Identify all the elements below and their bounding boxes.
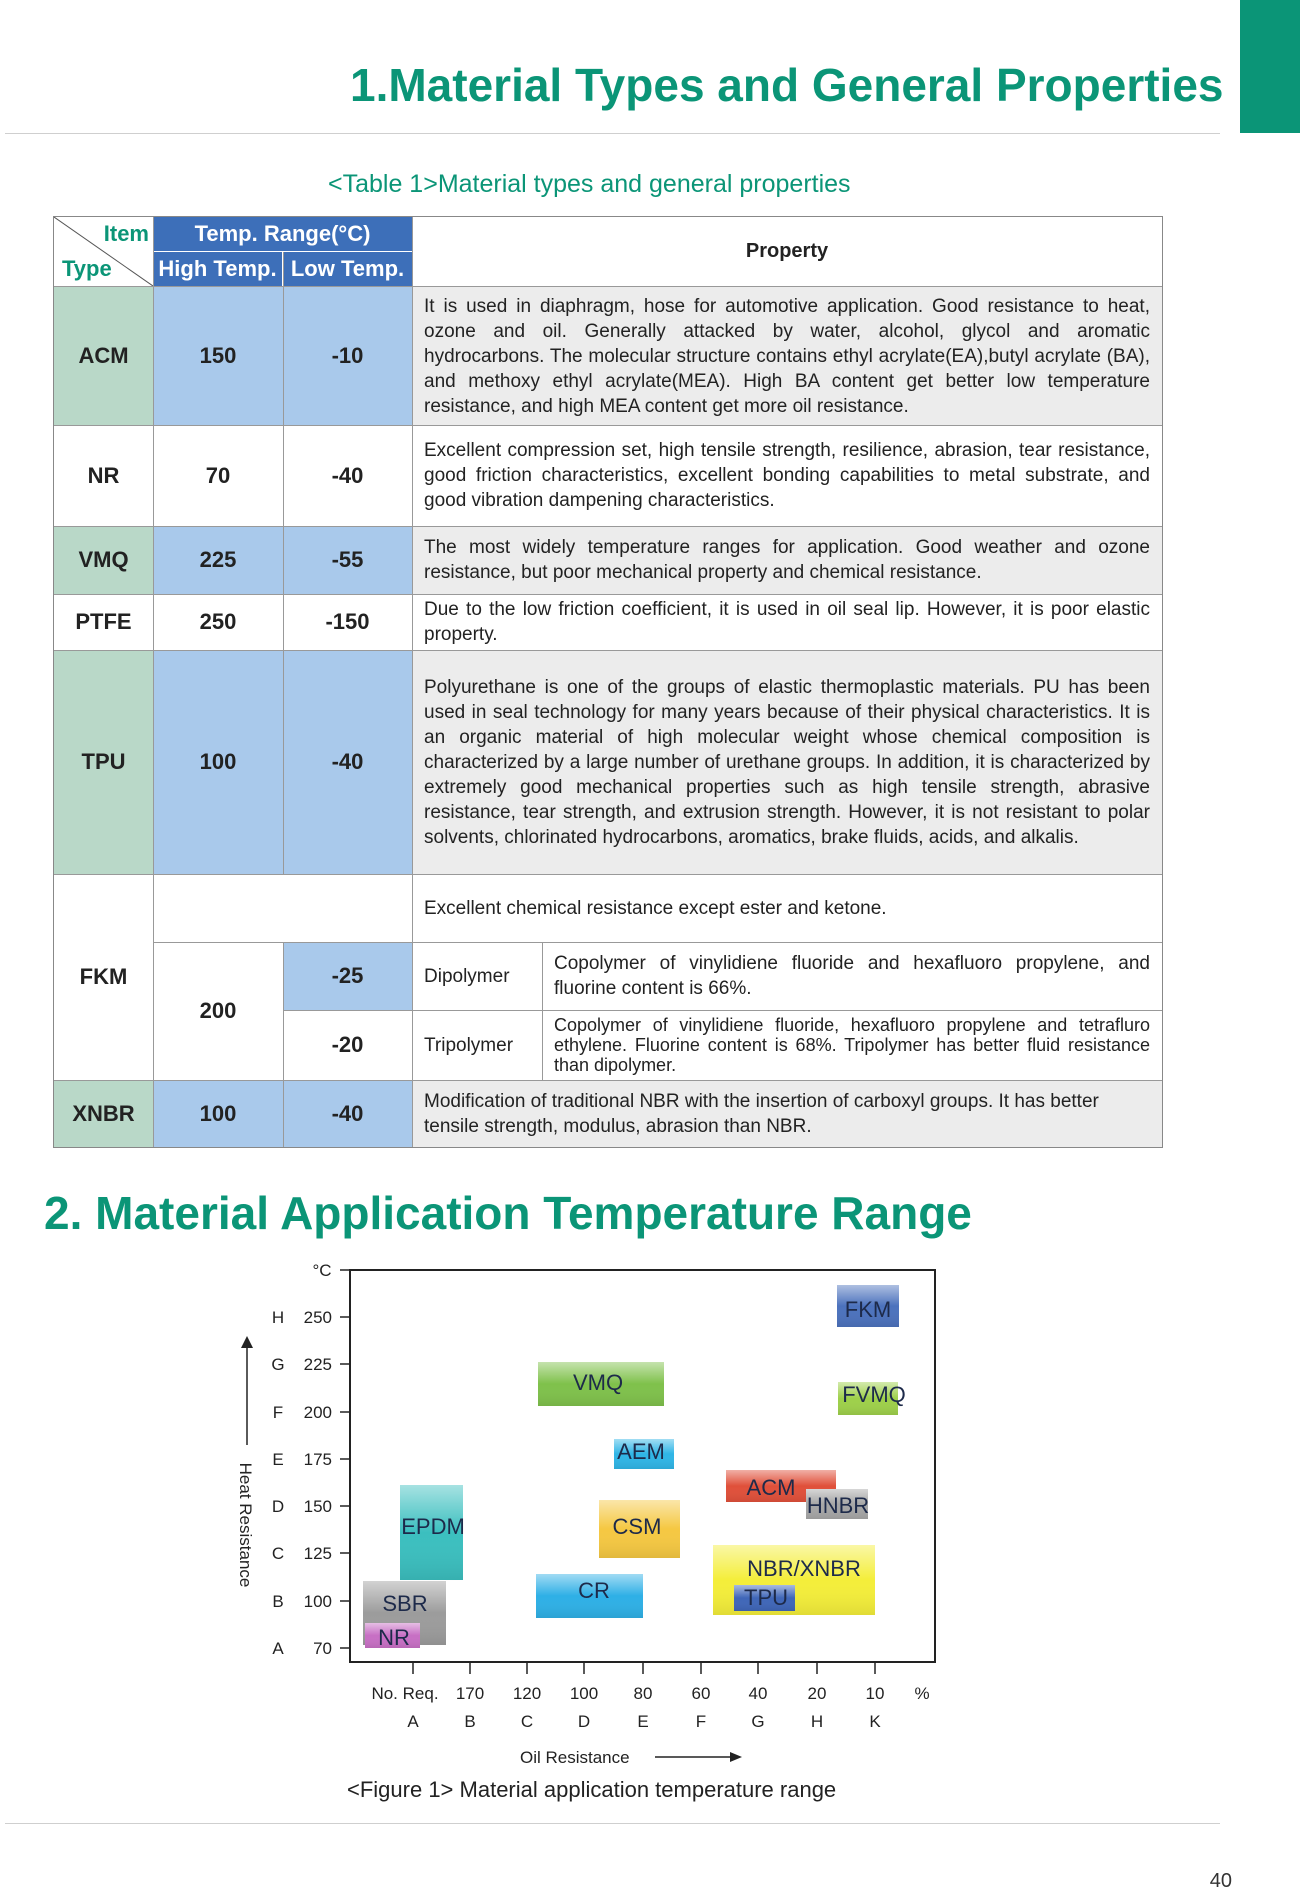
- x-grade-label: F: [695, 1712, 707, 1731]
- range-label-nr: NR: [378, 1625, 410, 1650]
- y-tick-label: 175: [303, 1450, 332, 1469]
- y-grade-label: G: [271, 1355, 285, 1374]
- x-tick-label: 80: [633, 1684, 653, 1703]
- row-high-tpu: 100: [153, 650, 283, 874]
- row-property-vmq: The most widely temperature ranges for application. Good weather and ozone resistance, but poor mechanical property and chemical resistance.: [412, 526, 1162, 594]
- range-label-tpu: TPU: [744, 1585, 788, 1610]
- figure-caption: <Figure 1> Material application temperature range: [347, 1777, 837, 1802]
- y-grade-label: D: [271, 1497, 285, 1516]
- temperature-range-chart: [0, 1240, 1300, 1860]
- x-tick-label: 60: [691, 1684, 711, 1703]
- fkm-dipolymer-text: Copolymer of vinylidiene fluoride and hexafluoro propylene, and fluorine content is 66%.: [554, 953, 1150, 999]
- y-tick-label: 200: [303, 1403, 332, 1422]
- x-axis-label: Oil Resistance: [520, 1748, 630, 1767]
- row-property-acm: It is used in diaphragm, hose for automotive application. Good resistance to heat, ozone and oil. Generally attacked by water, alcohol, glycol and aromatic hydrocarbons. The molecular structure contains ethyl acrylate(EA),butyl acrylate (BA), and methoxy ethyl acrylate(MEA). High BA content get better low temperature resistance, and high MEA content get more oil resistance.: [412, 287, 1162, 425]
- x-tick-label: 20: [807, 1684, 827, 1703]
- y-tick-label: 70: [313, 1639, 332, 1658]
- y-grade-label: E: [272, 1450, 284, 1469]
- row-low-xnbr: -40: [283, 1080, 412, 1147]
- divider-bottom: [5, 1823, 1220, 1824]
- row-high-acm: 150: [153, 287, 283, 425]
- y-unit: °C: [312, 1261, 332, 1280]
- row-low-ptfe: -150: [325, 609, 370, 634]
- range-label-hnbr: HNBR: [806, 1493, 870, 1518]
- range-label-cr: CR: [578, 1578, 610, 1603]
- range-label-csm: CSM: [612, 1514, 662, 1539]
- row-low-fkm-dipolymer: -25: [283, 942, 412, 1010]
- header-temp-range: Temp. Range(°C): [153, 217, 412, 251]
- x-grade-label: A: [407, 1712, 419, 1731]
- row-type-fkm: FKM: [79, 964, 128, 989]
- row-low-fkm-tripolymer: -20: [331, 1032, 364, 1057]
- range-label-fvmq: FVMQ: [842, 1382, 906, 1407]
- row-high-fkm: 200: [199, 998, 237, 1023]
- x-axis-arrow-icon: [730, 1752, 742, 1762]
- range-label-acm: ACM: [746, 1475, 796, 1500]
- header-low-temp: Low Temp.: [283, 252, 412, 286]
- range-label-nbr-xnbr: NBR/XNBR: [747, 1556, 861, 1581]
- y-tick-label: 150: [303, 1497, 332, 1516]
- row-high-xnbr: 100: [153, 1080, 283, 1147]
- fkm-dipolymer-label: Dipolymer: [424, 965, 510, 987]
- row-property-xnbr: Modification of traditional NBR with the insertion of carboxyl groups. It has better tensile strength, modulus, abrasion than NBR.: [412, 1080, 1162, 1147]
- y-grade-label: H: [271, 1308, 285, 1327]
- header-item: Item: [103, 221, 149, 246]
- row-low-tpu: -40: [283, 650, 412, 874]
- x-grade-label: C: [520, 1712, 534, 1731]
- row-type-acm: ACM: [54, 287, 153, 425]
- header-property: Property: [745, 240, 829, 262]
- row-property-fkm: Excellent chemical resistance except ester and ketone.: [424, 897, 887, 919]
- range-label-sbr: SBR: [382, 1591, 428, 1616]
- header-type: Type: [62, 256, 112, 281]
- y-axis-arrow-icon: [241, 1336, 253, 1348]
- row-type-ptfe: PTFE: [75, 609, 132, 634]
- y-tick-label: 100: [303, 1592, 332, 1611]
- range-label-epdm: EPDM: [401, 1514, 465, 1539]
- range-label-aem: AEM: [617, 1439, 665, 1464]
- header-item-type-cell: [54, 217, 153, 286]
- x-tick-label: 170: [455, 1684, 485, 1703]
- y-axis-label: Heat Resistance: [236, 1462, 255, 1588]
- x-grade-label: E: [637, 1712, 649, 1731]
- x-grade-label: B: [464, 1712, 476, 1731]
- section-title: 2. Material Application Temperature Range: [44, 1187, 972, 1239]
- y-grade-label: F: [272, 1403, 284, 1422]
- row-high-nr: 70: [205, 462, 231, 488]
- x-grade-label: D: [577, 1712, 591, 1731]
- row-high-ptfe: 250: [199, 609, 237, 634]
- header-high-temp: High Temp.: [153, 252, 282, 286]
- row-type-vmq: VMQ: [54, 526, 153, 594]
- row-low-nr: -40: [331, 462, 364, 488]
- row-type-nr: NR: [87, 462, 120, 488]
- row-low-vmq: -55: [283, 526, 412, 594]
- x-tick-label: 100: [569, 1684, 599, 1703]
- x-tick-label: 10: [865, 1684, 885, 1703]
- x-grade-label: K: [869, 1712, 881, 1731]
- row-low-acm: -10: [283, 287, 412, 425]
- range-label-vmq: VMQ: [572, 1370, 624, 1395]
- row-type-tpu: TPU: [54, 650, 153, 874]
- x-grade-label: G: [751, 1712, 765, 1731]
- x-grade-label: H: [810, 1712, 824, 1731]
- section-tab: [1240, 0, 1300, 133]
- row-type-xnbr: XNBR: [54, 1080, 153, 1147]
- y-grade-label: C: [271, 1544, 285, 1563]
- y-grade-label: A: [272, 1639, 284, 1658]
- fkm-tripolymer-text: Copolymer of vinylidiene fluoride, hexafluoro propylene and tetrafluro ethylene. Fluorine content is 68%. Tripolymer has better fluid resistance than dipolymer.: [554, 1015, 1150, 1075]
- x-unit: %: [914, 1684, 930, 1703]
- page-title: 1.Material Types and General Properties: [350, 59, 1224, 111]
- row-property-tpu: Polyurethane is one of the groups of elastic thermoplastic materials. PU has been used in seal technology for many years because of their physical characteristics. It is an organic material of high molecular weight whose chemical composition is characterized by a large number of urethane groups. In addition, it is characterized by extremely good mechanical properties such as high tensile strength, abrasive resistance, tear strength, and extrusion strength. However, it is not resistant to polar solvents, chlorinated hydrocarbons, aromatics, brake fluids, acids, and alkalis.: [412, 650, 1162, 874]
- x-tick-label: No. Req.: [371, 1684, 439, 1703]
- page-number: 40: [1209, 1870, 1232, 1892]
- x-tick-label: 40: [748, 1684, 768, 1703]
- y-tick-label: 225: [303, 1355, 332, 1374]
- y-tick-label: 250: [303, 1308, 332, 1327]
- divider: [5, 133, 1220, 134]
- table-caption: <Table 1>Material types and general properties: [328, 170, 851, 198]
- y-tick-label: 125: [303, 1544, 332, 1563]
- x-tick-label: 120: [512, 1684, 542, 1703]
- row-property-ptfe: Due to the low friction coefficient, it is used in oil seal lip. However, it is poor elastic property.: [424, 599, 1150, 645]
- range-label-fkm: FKM: [844, 1297, 892, 1322]
- row-property-nr: Excellent compression set, high tensile strength, resilience, abrasion, tear resistance, good friction characteristics, excellent bonding capabilities to metal substrate, and good vibration dampening characteristics.: [424, 440, 1150, 511]
- row-high-vmq: 225: [153, 526, 283, 594]
- y-grade-label: B: [272, 1592, 284, 1611]
- material-table: [53, 216, 1163, 1148]
- fkm-tripolymer-label: Tripolymer: [424, 1034, 514, 1056]
